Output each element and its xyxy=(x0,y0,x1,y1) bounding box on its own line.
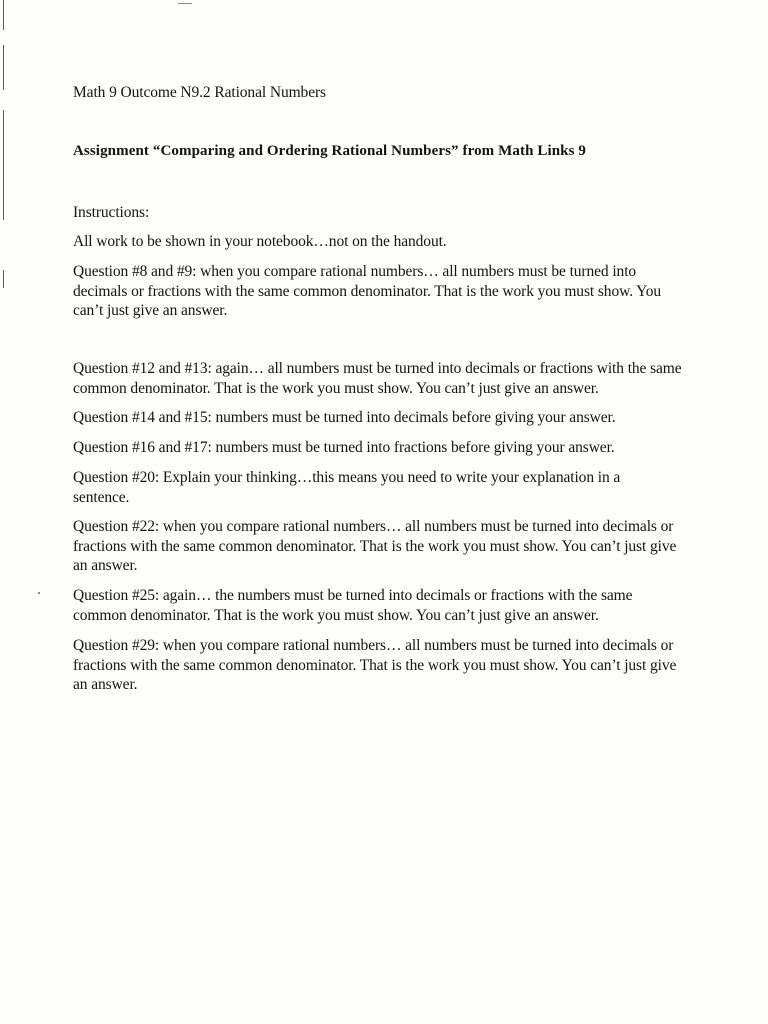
course-line: Math 9 Outcome N9.2 Rational Numbers xyxy=(73,84,326,101)
instruction-item: Question #22: when you compare rational numbers… all numbers must be turned into decimals or fractions with the same common denominator. That is the work you must show. You can’t just give an answer. xyxy=(73,518,677,574)
assignment-title: Assignment “Comparing and Ordering Rational Numbers” from Math Links 9 xyxy=(73,143,587,159)
instruction-item: Question #12 and #13: again… all numbers must be turned into decimals or fractions with the same common denominator. That is the work you must show. You can’t just give an answer. xyxy=(73,360,682,397)
instruction-item: Question #8 and #9: when you compare rational numbers… all numbers must be turned into decimals or fractions with the same common denominator. That is the work you must show. You can’t just give an answer. xyxy=(73,263,662,319)
instruction-item: Question #25: again… the numbers must be turned into decimals or fractions with the same common denominator. That is the work you must show. You can’t just give an answer. xyxy=(73,587,633,624)
scan-edge-mark xyxy=(3,45,4,90)
instruction-item: Question #20: Explain your thinking…this means you need to write your explanation in a sentence. xyxy=(73,469,621,506)
scan-edge-mark xyxy=(3,270,4,288)
scan-edge-mark xyxy=(3,0,4,30)
general-instruction: All work to be shown in your notebook…not on the handout. xyxy=(73,233,447,250)
instruction-item: Question #29: when you compare rational numbers… all numbers must be turned into decimals or fractions with the same common denominator. That is the work you must show. You can’t just give an answer. xyxy=(73,637,677,693)
instructions-heading: Instructions: xyxy=(73,204,150,221)
scan-speck xyxy=(38,592,40,594)
instruction-item: Question #16 and #17: numbers must be turned into fractions before giving your answer. xyxy=(73,439,615,456)
scan-edge-mark xyxy=(3,110,4,220)
instruction-item: Question #14 and #15: numbers must be turned into decimals before giving your answer. xyxy=(73,409,616,426)
scan-speck xyxy=(178,3,192,4)
